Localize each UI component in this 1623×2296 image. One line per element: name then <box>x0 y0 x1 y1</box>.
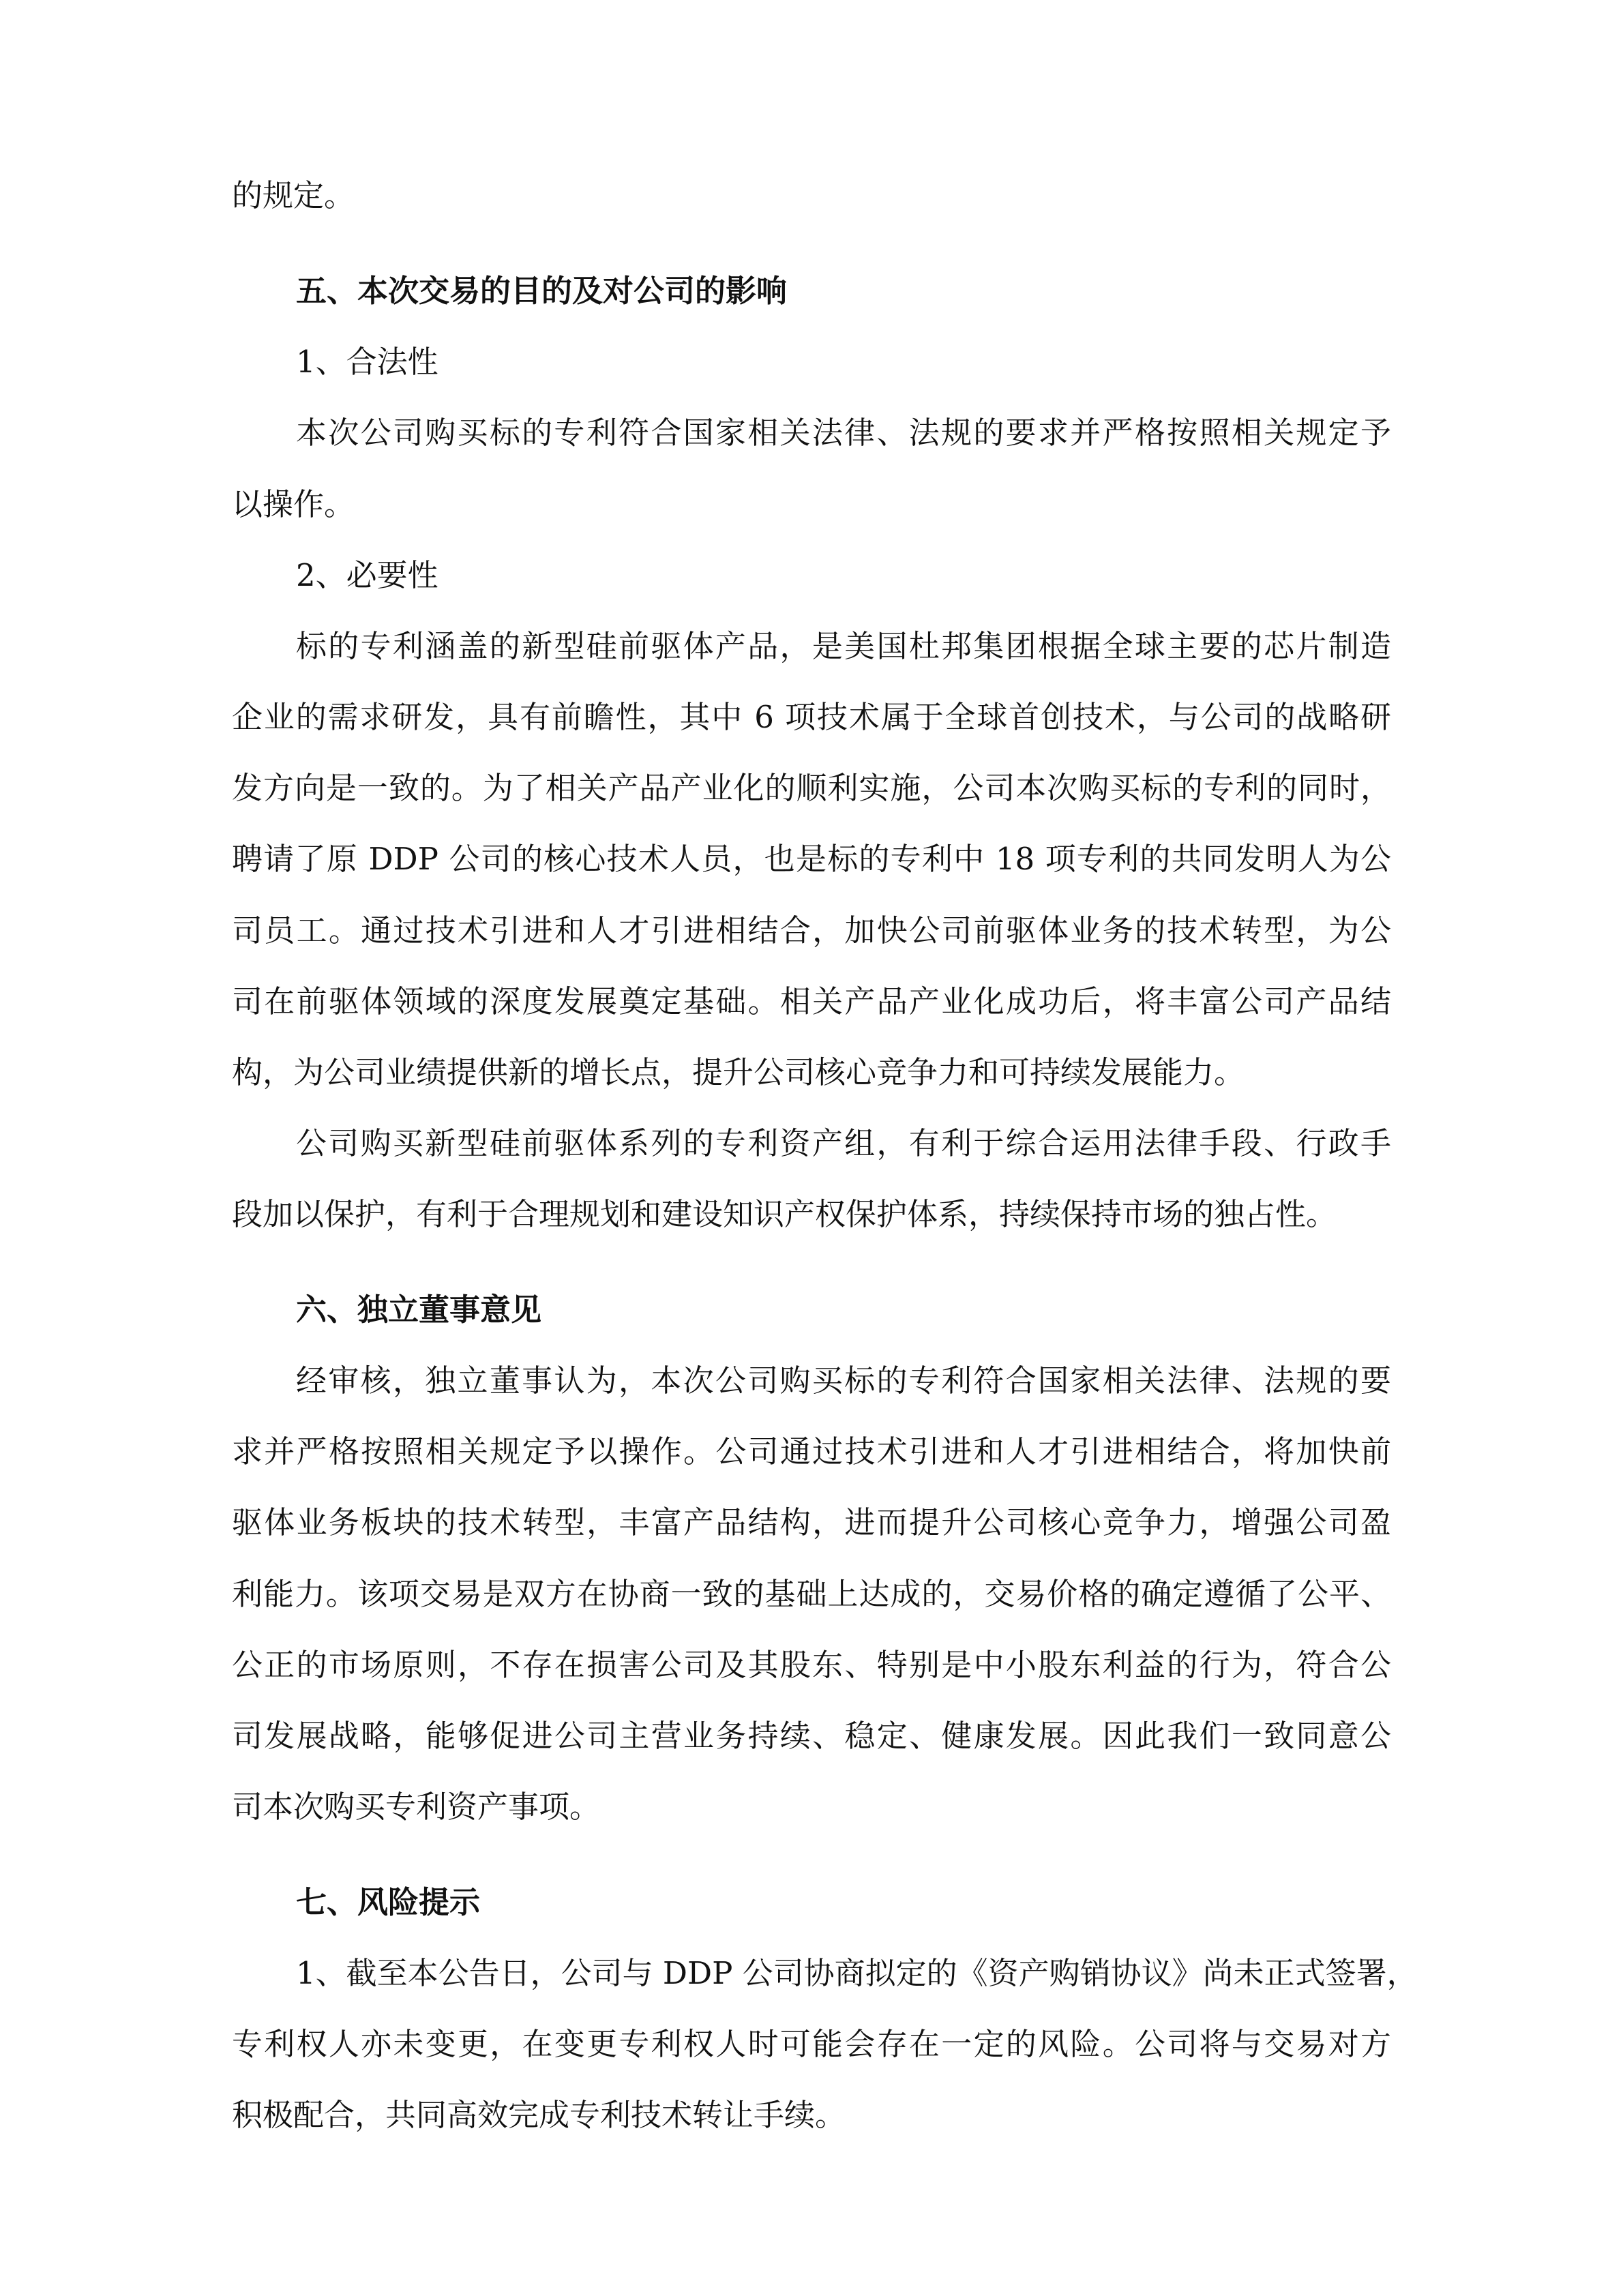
paragraph-line: 司发展战略，能够促进公司主营业务持续、稳定、健康发展。因此我们一致同意公 <box>232 1718 1391 1754</box>
paragraph-line: 求并严格按照相关规定予以操作。公司通过技术引进和人才引进相结合，将加快前 <box>232 1433 1391 1470</box>
paragraph-line: 本次公司购买标的专利符合国家相关法律、法规的要求并严格按照相关规定予 <box>296 415 1391 451</box>
paragraph-line: 标的专利涵盖的新型硅前驱体产品，是美国杜邦集团根据全球主要的芯片制造 <box>296 628 1391 664</box>
subheading-legality: 1、合法性 <box>296 344 438 380</box>
section-heading-risk: 七、风险提示 <box>296 1884 481 1920</box>
paragraph-line: 公正的市场原则，不存在损害公司及其股东、特别是中小股东利益的行为，符合公 <box>232 1647 1391 1683</box>
paragraph-line: 1、截至本公告日，公司与 DDP 公司协商拟定的《资产购销协议》尚未正式签署， <box>296 1955 1418 1991</box>
paragraph-line: 构，为公司业绩提供新的增长点，提升公司核心竞争力和可持续发展能力。 <box>232 1054 1245 1090</box>
paragraph-line: 积极配合，共同高效完成专利技术转让手续。 <box>232 2097 846 2133</box>
paragraph-line: 公司购买新型硅前驱体系列的专利资产组，有利于综合运用法律手段、行政手 <box>296 1125 1391 1161</box>
paragraph-line: 企业的需求研发，具有前瞻性，其中 6 项技术属于全球首创技术，与公司的战略研 <box>232 699 1391 735</box>
paragraph-line: 的规定。 <box>232 177 355 213</box>
paragraph-line: 司在前驱体领域的深度发展奠定基础。相关产品产业化成功后，将丰富公司产品结 <box>232 983 1391 1019</box>
paragraph-line: 以操作。 <box>232 486 355 522</box>
paragraph-line: 发方向是一致的。为了相关产品产业化的顺利实施，公司本次购买标的专利的同时， <box>232 770 1391 806</box>
paragraph-line: 段加以保护，有利于合理规划和建设知识产权保护体系，持续保持市场的独占性。 <box>232 1196 1337 1232</box>
paragraph-line: 驱体业务板块的技术转型，丰富产品结构，进而提升公司核心竞争力，增强公司盈 <box>232 1504 1391 1540</box>
paragraph-line: 司本次购买专利资产事项。 <box>232 1789 601 1825</box>
paragraph-line: 经审核，独立董事认为，本次公司购买标的专利符合国家相关法律、法规的要 <box>296 1362 1391 1399</box>
subheading-necessity: 2、必要性 <box>296 557 438 593</box>
paragraph-line: 专利权人亦未变更，在变更专利权人时可能会存在一定的风险。公司将与交易对方 <box>232 2026 1391 2062</box>
paragraph-line: 利能力。该项交易是双方在协商一致的基础上达成的，交易价格的确定遵循了公平、 <box>232 1576 1391 1612</box>
paragraph-line: 司员工。通过技术引进和人才引进相结合，加快公司前驱体业务的技术转型，为公 <box>232 912 1391 949</box>
section-heading-purpose: 五、本次交易的目的及对公司的影响 <box>296 273 788 309</box>
paragraph-line: 聘请了原 DDP 公司的核心技术人员，也是标的专利中 18 项专利的共同发明人为公 <box>232 841 1391 877</box>
section-heading-directors: 六、独立董事意见 <box>296 1292 542 1328</box>
